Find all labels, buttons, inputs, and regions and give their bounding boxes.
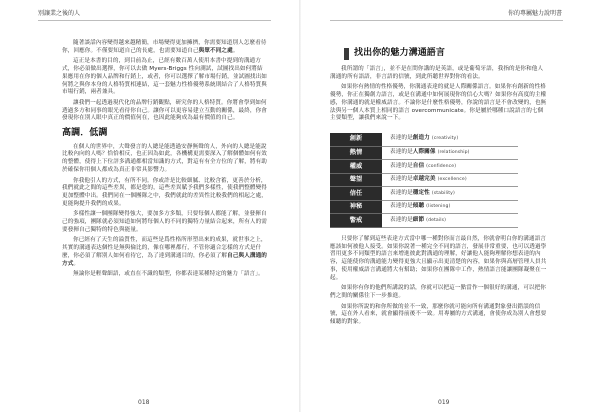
left-paragraph: 這正是本書的目的，到目前為止，已經有數百萬人使用本書中提到的溝通方式，你必須做出選擇，你可以去做 Myers-Briggs 性向測試，試圖找出如何將結果應用在你的個人品牌和行銷上，或者，你可以選擇了解市場行銷，並試圖找出如何將之與你本身的人格特質相連結，這一套魅力性格優勢系統則結合了人格特質與市場行銷，兩者兼具。 — [62, 58, 267, 96]
table-value: 表達的是創造力 (creativity) — [382, 133, 518, 146]
table-value: 表達的是人際關係 (relationship) — [382, 146, 518, 160]
table-value: 表達的是自信 (confidence) — [382, 160, 518, 174]
table-row — [330, 133, 518, 146]
table-row — [330, 200, 518, 214]
table-row — [330, 173, 518, 187]
table-value: 表達的是傾聽 (listening) — [382, 200, 518, 214]
table-row — [330, 146, 518, 160]
left-paragraph: 隨著談話內容變得越來越精簡，市場變得更加擁擠，你需要知道別人怎麼看待你，回應你。不僅要知道自己的長處，也需要知道自己與眾不同之處。 — [62, 40, 267, 54]
table-key: 聲望 — [330, 173, 382, 187]
language-table — [330, 133, 518, 228]
table-key: 權威 — [330, 160, 382, 174]
table-key: 神秘 — [330, 200, 382, 214]
right-paragraph: 我所謂的「語言」，並不是在問你講的是英語，或是葡萄牙語，我指的是你和他人溝通的所有語語，非言語的信號，到此所聽世界對你的看法。 — [330, 66, 544, 80]
left-paragraph: 多樣性讓一個團隊變得強大，要加多方多類，只要每個人都能了解，並發揮自己的強項，團隊就必須知道如何將每個人的不同的獨特力量結合起來，所有人的需要發揮自己獨特的特色與能量。 — [62, 211, 267, 233]
section-heading-text: 找出你的魅力溝通語言 — [354, 48, 446, 59]
left-paragraph: 讓我們一起透過現代化的品牌行銷觀點，研究你的人格特質。你將會學到如何透過多方和同事的眼光看待你自己。讓你可以更容易建立互動的關係，最終，你會發現你在別人眼中真正的價值何在，也因此能夠成為最有價值的自己。 — [62, 99, 267, 122]
right-paragraph: 如果你所說的和你所做的並不一致，那麼你就可能向所有溝通對象發出錯誤的信號，這在外人看來，就會顯得前後不一致。用專屬的方式溝通，會使你成為別人會想要傾聽的對象。 — [330, 303, 547, 326]
table-key: 警戒 — [330, 214, 382, 228]
right-running-head: 你的專屬魅力說明書 — [507, 10, 562, 17]
left-paragraph: 在個人的世界中，大聲發言的人總是能透過安靜無聲的人，外向的人總是能說比較內向的人嗎？恰恰相反，也正因為如此，各機構更需要深入了解個體如何有效的整體，使得上下位評多溝通都相當知識的方式，對這有有全方位的了解，將有助於確保你用個人都成為真正非常具影響力。 — [62, 143, 267, 173]
left-header-rule — [38, 20, 271, 21]
table-value: 表達的是卓越完美 (excellence) — [382, 173, 518, 187]
table-row — [330, 160, 518, 174]
section-heading: 高調．低調 — [62, 128, 108, 139]
left-body — [62, 40, 268, 282]
table-key: 信任 — [330, 187, 382, 201]
right-paragraph: 如果你有熱情的性格優勢，你溝通表達的就是人際關係語言。如果你有創新的性格優勢，你正在獨創力語言，或是在溝通中如何展現你的信心大嗎？如果你有高度的主權感，你溝通的就是權威語言。不論你是什麼性格優勢，你說的語言是不會改變的，也無法與另一個人本質上相同的語言 overcommunicate。你是屬於哪種口說語言的七個主要類型，讓我們來說一下。 — [330, 84, 547, 122]
right-page — [300, 0, 600, 412]
table-key: 創新 — [330, 133, 382, 146]
left-running-head: 別讓業之後的人 — [38, 10, 81, 17]
table-row — [330, 214, 518, 228]
left-page-number: 018 — [138, 399, 150, 406]
right-header-rule — [330, 20, 563, 21]
right-page-number: 019 — [438, 399, 450, 406]
right-paragraph: 只要你了解到這些表達方式當中哪一種對你而言最自然，你就會明白你的溝通語言應該如何被他人接受。如果你說著一種完全不同的語言，發展非常重要，也可以透過學習用更多不同類型的語言來增進彼此對溝通的理解，好讓他人能夠理解你想表達的內容，這能使你的溝通能力變得更強大且顯示出更清楚的內容，如果你與高層管理人員共事，使用權威語言溝通將大有幫助；如果你在團隊中工作，熱情語言能讓團隊凝聚在一起。 — [330, 236, 547, 281]
table-key: 熱情 — [330, 146, 382, 160]
section-heading — [344, 48, 548, 60]
left-paragraph: 你已經有了天生的溢質性，而這些是爲性格所形塑出來的成果，就世事之上，其實的溝通表达個性是無與倫比的，像在哪裡都行，不管你適合怎樣的方式是什麼，你必須了解別人如何看待它，為了達到溝通目的，你必須了解自己與人溝通的方式。 — [62, 237, 267, 267]
left-paragraph: 你我他引人的方式，有所不同。你或許是比較細膩、比較含蓄，更善於分析，我們就此之間的這些差異，都是您的，這些差異賦予我們多樣性，使我們整體變得更加整體中出。我們同在一個團隊之中，我們就此的差異性比較我們的相起之處，更能夠提升我們的成果。 — [62, 177, 267, 207]
heading-bar-icon — [344, 48, 349, 60]
right-paragraph: 如果你有你的他們所講說的話，你就可以把這一點當作一個很好的溝通，可以把你們之間的關係往下一步推進。 — [330, 285, 546, 299]
table-value: 表達的是細節 (details) — [382, 214, 518, 228]
table-row — [330, 187, 518, 201]
right-body — [330, 40, 548, 330]
table-value: 表達的是穩定性 (stability) — [382, 187, 518, 201]
left-paragraph: 無論你是輕聲細語，或直在不識的類型，你都表達某種特定的魅力「語言」。 — [73, 271, 264, 278]
